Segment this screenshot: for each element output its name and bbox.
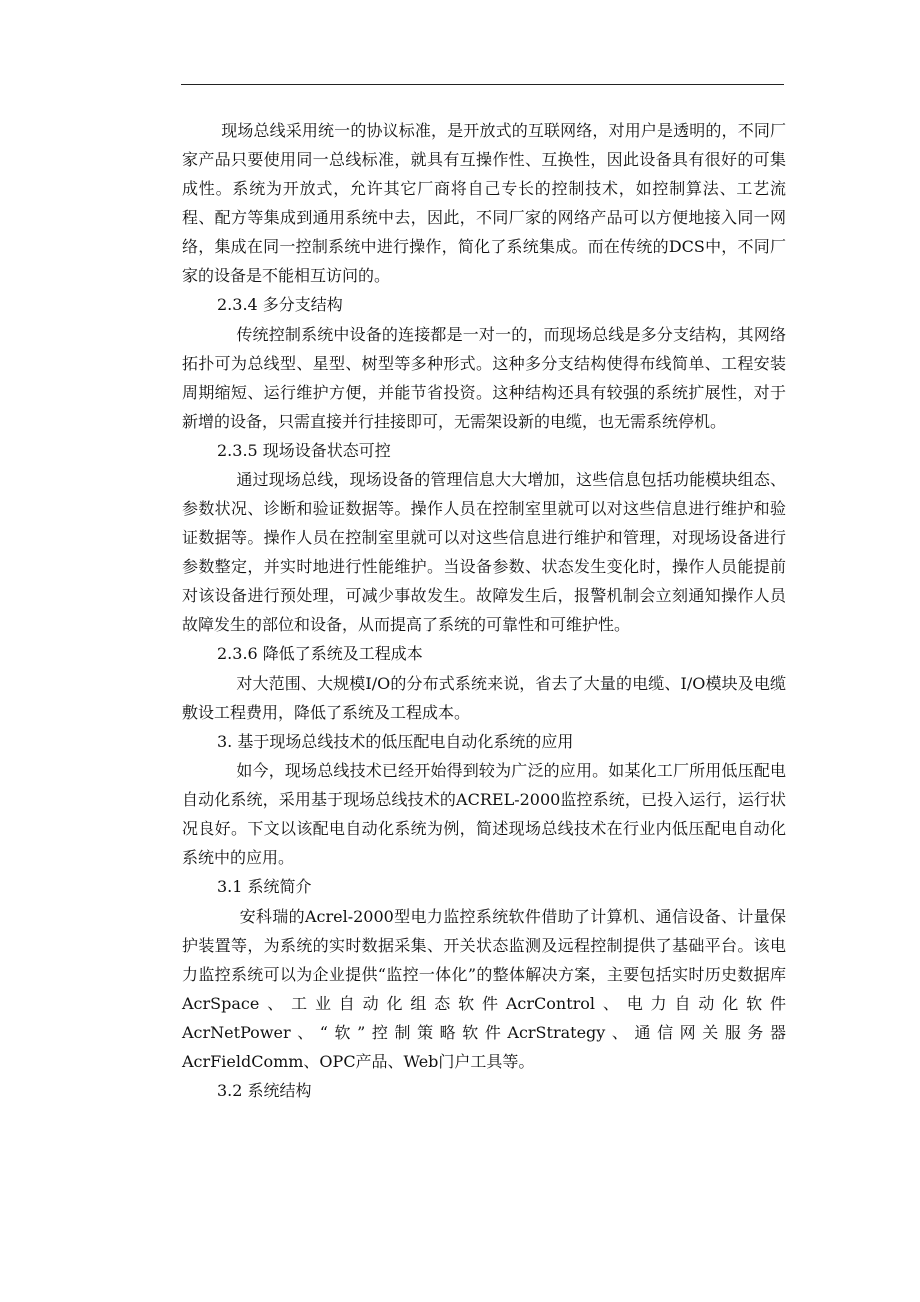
paragraph-system-intro: 安科瑞的Acrel-2000型电力监控系统软件借助了计算机、通信设备、计量保护装置等，为系统的实时数据采集、开关状态监测及远程控制提供了基础平台。该电力监控系统可以为企业提供“监控一体化”的整体解决方案，主要包括实时历史数据库AcrSpace、工业自动化组态软件AcrControl、电力自动化软件AcrNetPower、“软”控制策略软件AcrStrategy、通信网关服务器AcrFieldComm、OPC产品、Web门户工具等。	[182, 906, 786, 1071]
heading-2-3-4: 2.3.4 多分支结构	[217, 295, 343, 314]
heading-3-2: 3.2 系统结构	[217, 1080, 312, 1100]
paragraph-multi-branch: 传统控制系统中设备的连接都是一对一的，而现场总线是多分支结构，其网络拓扑可为总线型、星型、树型等多种形式。这种多分支结构使得布线简单、工程安装周期缩短、运行维护方便，并能节省投资。这种结构还具有较强的系统扩展性，对于新增的设备，只需直接并行挂接即可，无需架设新的电缆，也无需系统停机。	[182, 324, 786, 431]
header-rule	[181, 84, 784, 85]
paragraph-cost-reduction: 对大范围、大规模I/O的分布式系统来说，省去了大量的电缆、I/O模块及电缆敷设工程费用，降低了系统及工程成本。	[182, 673, 786, 722]
paragraph-open-standard: 现场总线采用统一的协议标准，是开放式的互联网络，对用户是透明的，不同厂家产品只要使用同一总线标准，就具有互操作性、互换性，因此设备具有很好的可集成性。系统为开放式，允许其它厂商将自己专长的控制技术，如控制算法、工艺流程、配方等集成到通用系统中去，因此，不同厂家的网络产品可以方便地接入同一网络，集成在同一控制系统中进行操作，简化了系统集成。而在传统的DCS中，不同厂家的设备是不能相互访问的。	[182, 121, 786, 285]
heading-3: 3. 基于现场总线技术的低压配电自动化系统的应用	[217, 731, 574, 751]
document-body	[182, 116, 786, 1105]
paragraph-device-state: 通过现场总线，现场设备的管理信息大大增加，这些信息包括功能模块组态、参数状况、诊断和验证数据等。操作人员在控制室里就可以对这些信息进行维护和验证数据等。操作人员在控制室里就可以对这些信息进行维护和管理，对现场设备进行参数整定，并实时地进行性能维护。当设备参数、状态发生变化时，操作人员能提前对该设备进行预处理，可减少事故发生。故障发生后，报警机制会立刻通知操作人员故障发生的部位和设备，从而提高了系统的可靠性和可维护性。	[182, 470, 786, 634]
heading-2-3-5: 2.3.5 现场设备状态可控	[217, 440, 391, 460]
heading-3-1: 3.1 系统简介	[217, 877, 312, 896]
heading-2-3-6: 2.3.6 降低了系统及工程成本	[217, 644, 423, 663]
paragraph-application: 如今，现场总线技术已经开始得到较为广泛的应用。如某化工厂所用低压配电自动化系统，采用基于现场总线技术的ACREL-2000监控系统，已投入运行，运行状况良好。下文以该配电自动化系统为例，简述现场总线技术在行业内低压配电自动化系统中的应用。	[182, 761, 786, 867]
